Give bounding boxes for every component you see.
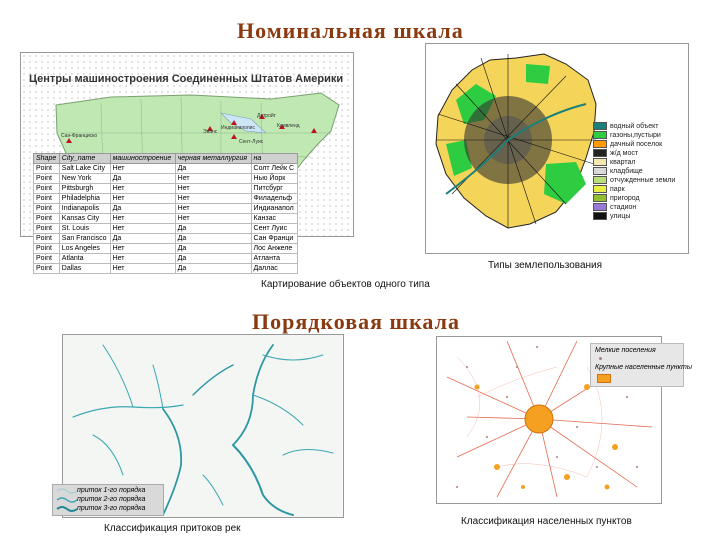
table-cell: Нет <box>175 194 251 204</box>
river-legend-order-1: приток 1-го порядка <box>77 487 146 494</box>
table-cell: Да <box>110 204 175 214</box>
small-settlement-icon <box>599 357 602 360</box>
legend-swatch <box>593 149 607 157</box>
moscow-caption: Типы землепользования <box>488 260 603 271</box>
table-row <box>34 184 298 194</box>
table-cell: Point <box>34 164 60 174</box>
table-row <box>34 254 298 264</box>
city-label: Кливленд <box>277 123 300 129</box>
city-label: Индианаполис <box>221 125 255 131</box>
legend-swatch <box>593 131 607 139</box>
table-cell: Point <box>34 234 60 244</box>
table-cell: Да <box>175 164 251 174</box>
table-cell: Нет <box>110 254 175 264</box>
legend-item <box>593 140 662 148</box>
legend-item <box>593 185 625 193</box>
table-cell: Salt Lake City <box>59 164 110 174</box>
legend-item <box>593 167 643 175</box>
column-header: Shape <box>34 154 60 164</box>
column-header: City_name <box>59 154 110 164</box>
legend-label: пригород <box>610 194 640 202</box>
table-cell: Point <box>34 264 60 274</box>
river-legend-order-3: приток 3-го порядка <box>77 505 146 512</box>
middle-caption: Картирование объектов одного типа <box>261 279 430 290</box>
river-legend-order-2: приток 2-го порядка <box>77 496 146 503</box>
table-cell: Point <box>34 244 60 254</box>
legend-item <box>593 212 630 220</box>
table-cell: Солт Лейк С <box>251 164 297 174</box>
table-row <box>34 234 298 244</box>
legend-item <box>593 203 636 211</box>
table-cell: Нет <box>110 264 175 274</box>
table-cell: Point <box>34 214 60 224</box>
table-cell: Philadelphia <box>59 194 110 204</box>
table-cell: Pittsburgh <box>59 184 110 194</box>
column-header: машиностроение <box>110 154 175 164</box>
table-cell: Нет <box>175 174 251 184</box>
usa-map-title: Центры машиностроения Соединенных Штатов Америки <box>29 73 344 85</box>
legend-swatch <box>593 167 607 175</box>
table-cell: Нет <box>110 164 175 174</box>
legend-label: парк <box>610 185 625 193</box>
table-cell: Питсбург <box>251 184 297 194</box>
legend-swatch <box>593 140 607 148</box>
legend-label: кладбище <box>610 167 643 175</box>
legend-label: отчужденные земли <box>610 176 676 184</box>
table-cell: Да <box>175 224 251 234</box>
table-cell: San Francisco <box>59 234 110 244</box>
table-row <box>34 194 298 204</box>
table-cell: Нет <box>110 184 175 194</box>
table-cell: Нет <box>175 184 251 194</box>
table-cell: Indianapolis <box>59 204 110 214</box>
table-row <box>34 244 298 254</box>
rivers-legend <box>52 484 164 516</box>
legend-item <box>593 176 675 184</box>
table-cell: Да <box>110 174 175 184</box>
large-settlement-icon <box>597 374 611 383</box>
table-cell: Филадельф <box>251 194 297 204</box>
city-label: Эванс <box>203 129 218 135</box>
legend-swatch <box>593 122 607 130</box>
table-cell: New York <box>59 174 110 184</box>
legend-label: улицы <box>610 212 631 220</box>
table-cell: Нет <box>110 244 175 254</box>
table-cell: Point <box>34 194 60 204</box>
city-label: Детройт <box>257 113 276 119</box>
table-cell: Индианапол <box>251 204 297 214</box>
table-cell: Нет <box>175 204 251 214</box>
legend-item <box>593 131 661 139</box>
column-header: черная металлургия <box>175 154 251 164</box>
settlements-legend <box>590 343 692 387</box>
table-cell: Point <box>34 174 60 184</box>
table-cell: St. Louis <box>59 224 110 234</box>
table-cell: Да <box>175 244 251 254</box>
table-cell: Point <box>34 254 60 264</box>
legend-label: ж/д мост <box>610 149 639 157</box>
legend-item <box>593 122 659 130</box>
table-cell: Канзас <box>251 214 297 224</box>
table-cell: Los Angeles <box>59 244 110 254</box>
table-cell: Нет <box>110 194 175 204</box>
legend-label: водный объект <box>610 122 659 130</box>
column-header: на <box>251 154 297 164</box>
legend-swatch <box>593 185 607 193</box>
table-row <box>34 204 298 214</box>
table-cell: Нет <box>110 214 175 224</box>
table-row <box>34 164 298 174</box>
table-cell: Да <box>110 234 175 244</box>
table-cell: Point <box>34 224 60 234</box>
legend-item <box>593 194 640 202</box>
city-label: Сент-Луис <box>239 139 264 145</box>
rivers-caption: Классификация притоков рек <box>104 523 241 534</box>
legend-label: дачный поселок <box>610 140 663 148</box>
table-cell: Атланта <box>251 254 297 264</box>
table-cell: Kansas City <box>59 214 110 224</box>
table-header-row <box>34 154 298 164</box>
legend-swatch <box>593 203 607 211</box>
legend-item <box>593 158 635 166</box>
table-cell: Dallas <box>59 264 110 274</box>
table-cell: Лос Анжеле <box>251 244 297 254</box>
table-row <box>34 174 298 184</box>
settlements-caption: Классификация населенных пунктов <box>461 516 632 527</box>
table-cell: Atlanta <box>59 254 110 264</box>
heading-nominal-scale: Номинальная шкала <box>237 18 464 43</box>
table-row <box>34 224 298 234</box>
legend-swatch <box>593 176 607 184</box>
city-attribute-table <box>33 153 298 274</box>
table-cell: Нет <box>175 214 251 224</box>
legend-label: стадион <box>610 203 637 211</box>
city-label: Сан-Франциско <box>61 133 98 139</box>
table-row <box>34 264 298 274</box>
legend-label: квартал <box>610 158 636 166</box>
heading-ordinal-scale: Порядковая шкала <box>252 309 460 334</box>
legend-swatch <box>593 158 607 166</box>
legend-item <box>593 149 638 157</box>
table-cell: Point <box>34 204 60 214</box>
settle-legend-large: Крупные населенные пункты <box>595 364 692 371</box>
table-cell: Нью Йорк <box>251 174 297 184</box>
table-cell: Point <box>34 184 60 194</box>
table-cell: Да <box>175 254 251 264</box>
legend-label: газоны,пустыри <box>610 131 661 139</box>
table-cell: Даллас <box>251 264 297 274</box>
moscow-landuse-map <box>426 44 688 253</box>
table-row <box>34 214 298 224</box>
table-cell: Сент Луис <box>251 224 297 234</box>
settle-legend-small: Мелкие поселения <box>595 347 656 354</box>
table-cell: Да <box>175 264 251 274</box>
moscow-landuse-map-panel <box>425 43 689 254</box>
legend-swatch <box>593 212 607 220</box>
legend-swatch <box>593 194 607 202</box>
table-cell: Да <box>175 234 251 244</box>
table-cell: Сан Франци <box>251 234 297 244</box>
table-cell: Нет <box>110 224 175 234</box>
